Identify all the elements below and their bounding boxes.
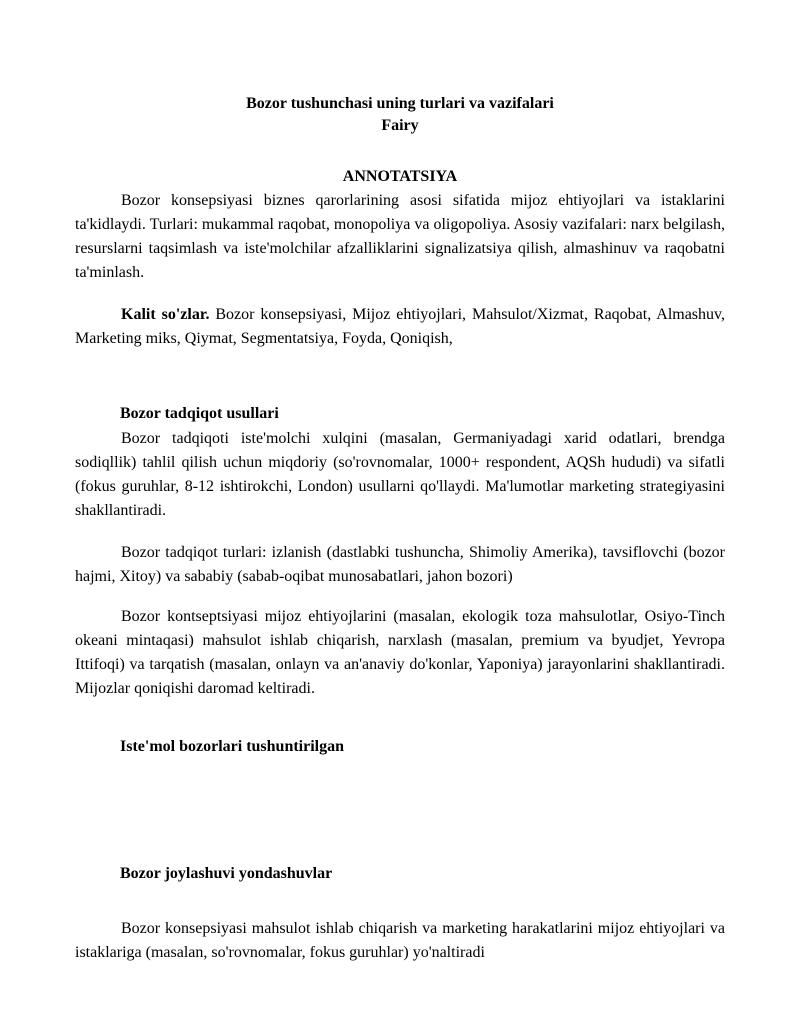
abstract-heading: ANNOTATSIYA [342, 168, 458, 185]
section-heading-consumer-markets: Iste'mol bozorlari tushuntirilgan [120, 738, 345, 755]
research-paragraph-2: Bozor tadqiqot turlari: izlanish (dastlabki tushuncha, Shimoliy Amerika), tavsiflovchi (bozor hajmi, Xitoy) va sababiy (sabab-oqibat munosabatlari, jahon bozori) [75, 544, 725, 585]
section-heading-market-location: Bozor joylashuvi yondashuvlar [120, 865, 333, 882]
abstract-paragraph: Bozor konsepsiyasi biznes qarorlarining asosi sifatida mijoz ehtiyojlari va istaklarini ta'kidlaydi. Turlari: mukammal raqobat, monopoliya va oligopoliya. Asosiy vazifalari: narx belgilash, resurslarni taqsimlash va iste'molchilar afzalliklarini signalizatsiya qilish, almashinuv va raqobatni ta'minlash. [75, 192, 725, 281]
keywords-paragraph [75, 303, 725, 351]
section-heading-research-methods: Bozor tadqiqot usullari [120, 405, 279, 422]
research-paragraph-1: Bozor tadqiqoti iste'molchi xulqini (masalan, Germaniyadagi xarid odatlari, brendga sodiqllik) tahlil qilish uchun miqdoriy (so'rovnomalar, 1000+ respondent, AQSh hududi) va sifatli (fokus guruhlar, 8-12 ishtirokchi, London) usullarni qo'llaydi. Ma'lumotlar marketing strategiyasini shakllantiradi. [75, 430, 725, 519]
document-title: Bozor tushunchasi uning turlari va vazifalari [246, 95, 554, 112]
author-name: Fairy [381, 117, 419, 134]
keywords-label: Kalit so'zlar. [121, 306, 210, 323]
market-location-paragraph: Bozor konsepsiyasi mahsulot ishlab chiqarish va marketing harakatlarini mijoz ehtiyojlari va istaklariga (masalan, so'rovnomalar, fokus guruhlar) yo'naltiradi [75, 920, 725, 961]
keywords-text: Bozor konsepsiyasi, Mijoz ehtiyojlari, Mahsulot/Xizmat, Raqobat, Almashuv, Marketing miks, Qiymat, Segmentatsiya, Foyda, Qoniqish, [75, 306, 725, 347]
research-paragraph-3: Bozor kontseptsiyasi mijoz ehtiyojlarini (masalan, ekologik toza mahsulotlar, Osiyo-Tinch okeani mintaqasi) mahsulot ishlab chiqarish, narxlash (masalan, premium va byudjet, Yevropa Ittifoqi) va tarqatish (masalan, onlayn va an'anaviy do'konlar, Yaponiya) jarayonlarini shakllantiradi. Mijozlar qoniqishi daromad keltiradi. [75, 608, 725, 697]
